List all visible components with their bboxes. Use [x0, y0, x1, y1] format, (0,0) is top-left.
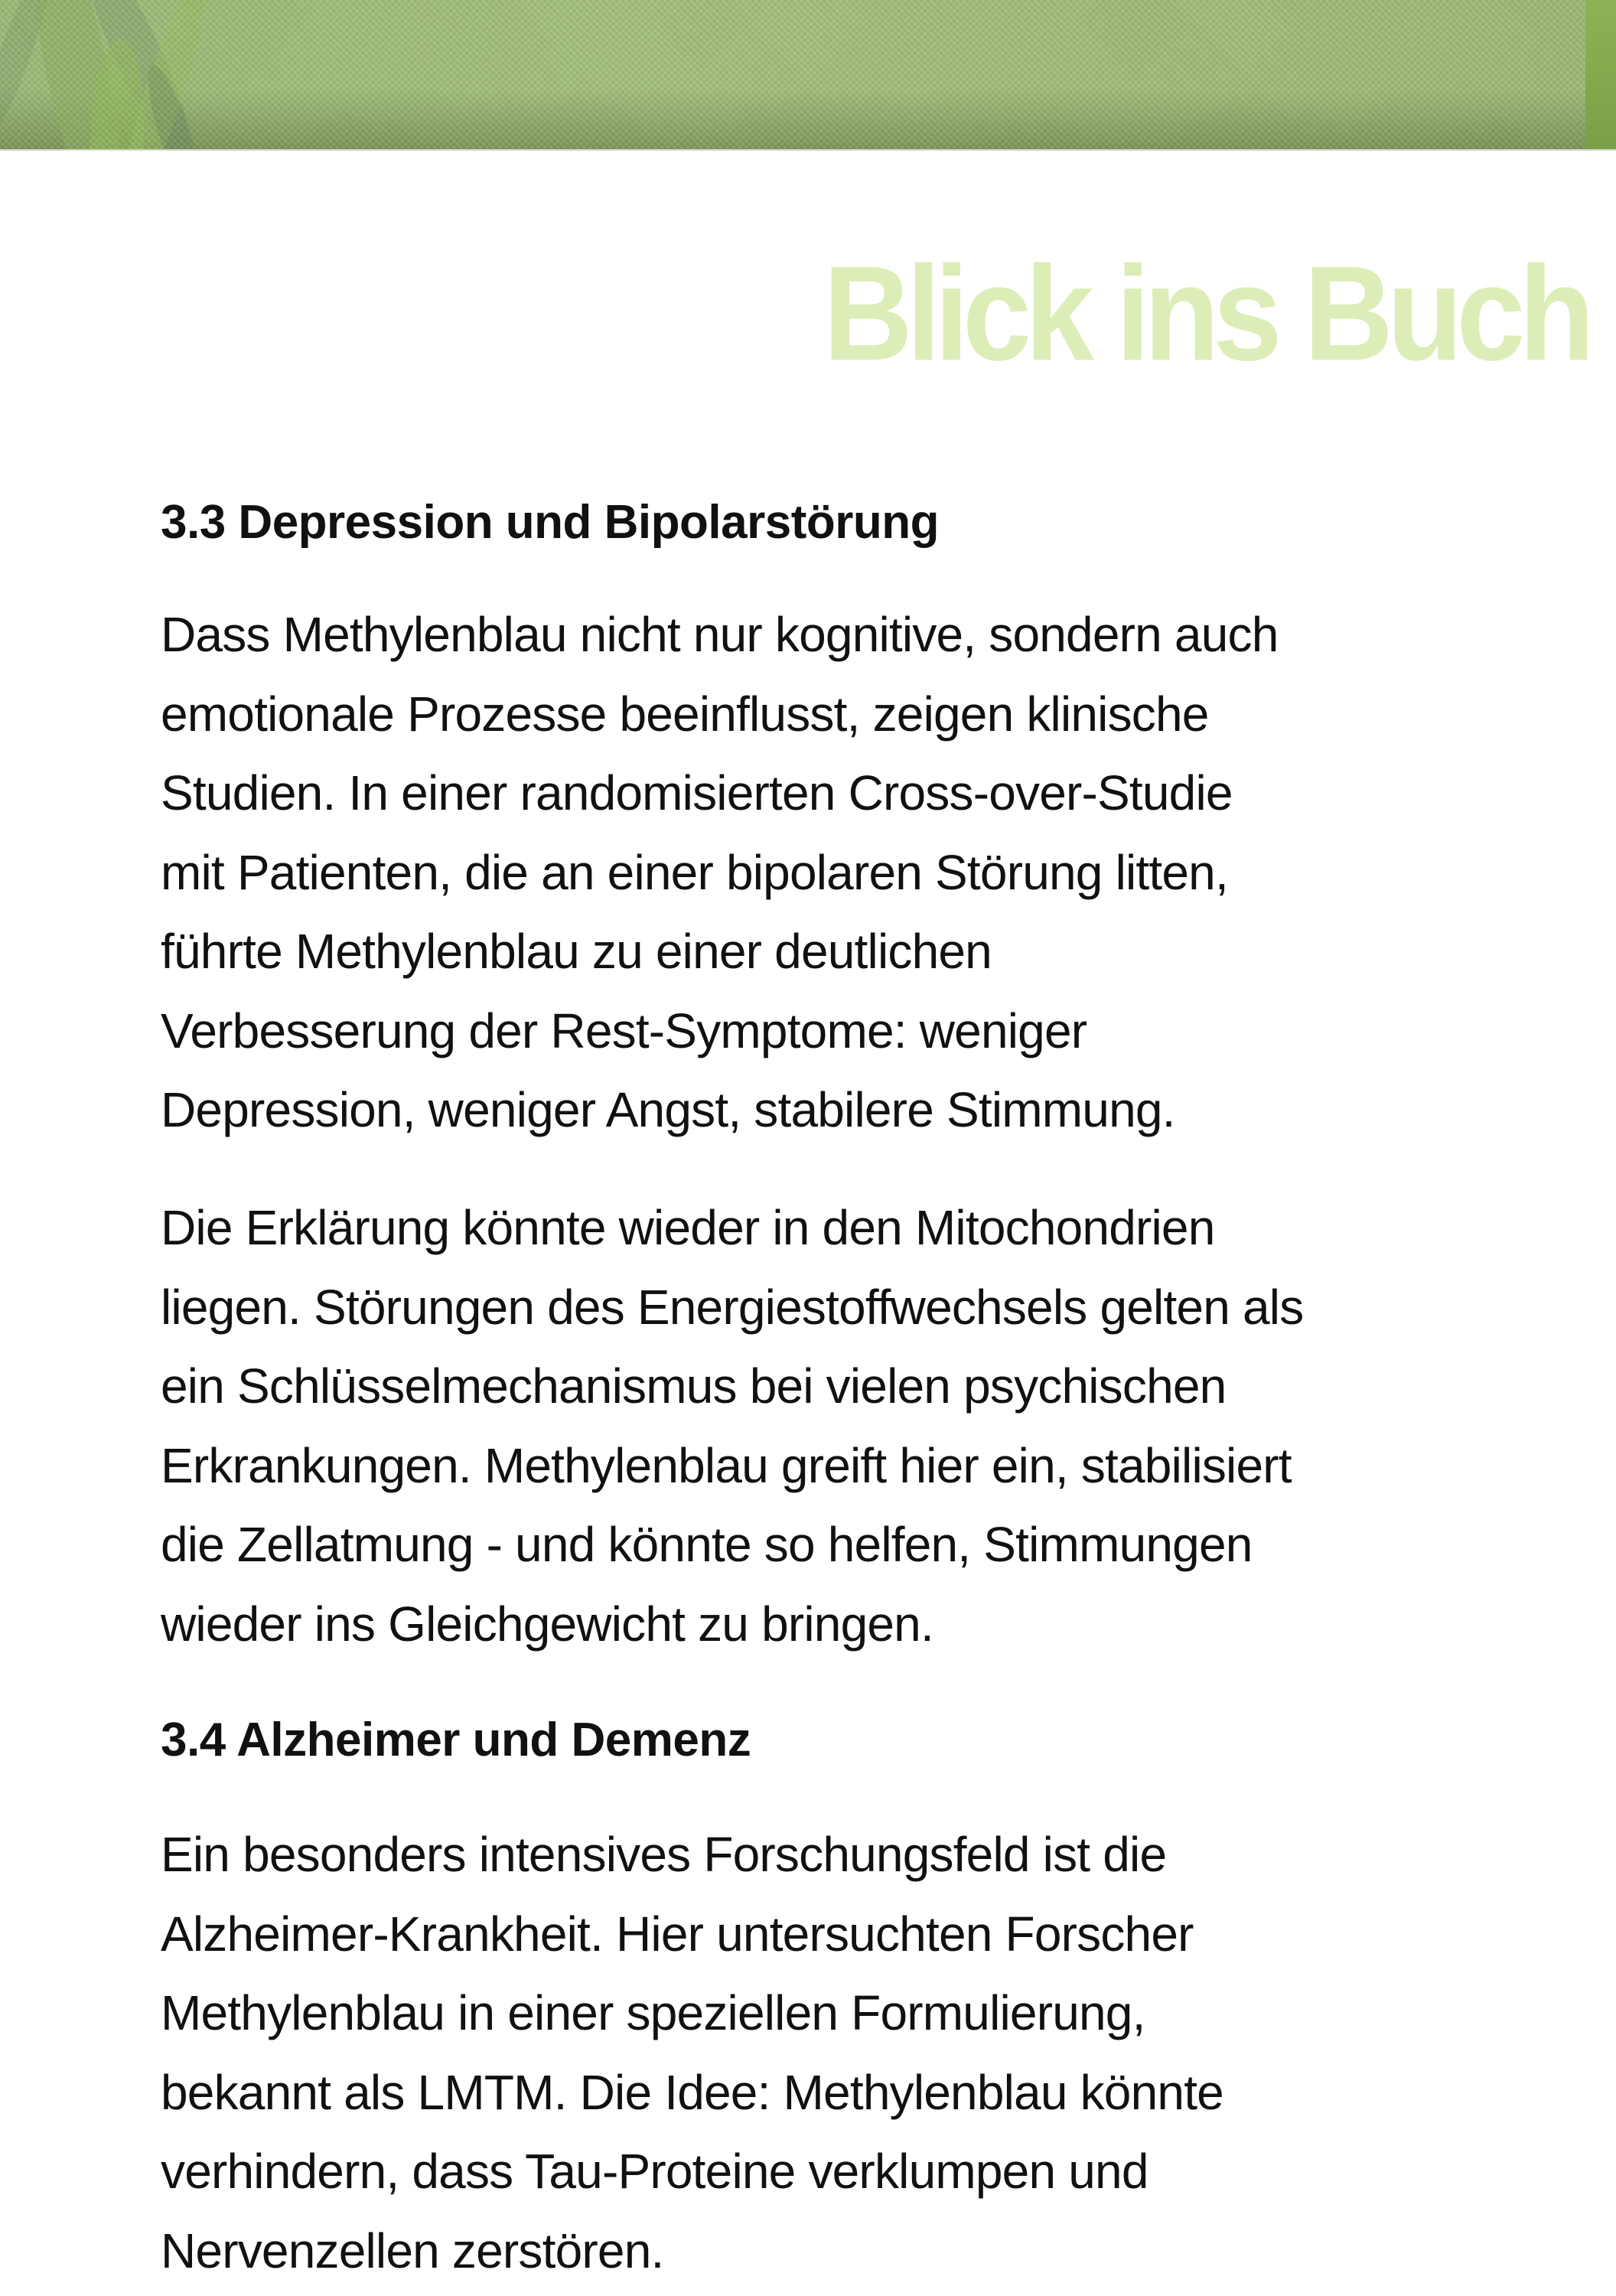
text-line: Depression, weniger Angst, stabilere Stimmung. [161, 1082, 1175, 1137]
text-line: Methylenblau in einer speziellen Formulierung, [161, 1985, 1145, 2040]
text-line: bekannt als LMTM. Die Idee: Methylenblau könnte [161, 2064, 1223, 2120]
paragraph-depression-1 [161, 595, 1477, 1150]
text-line: Verbesserung der Rest-Symptome: weniger [161, 1003, 1087, 1058]
text-line: Studien. In einer randomisierten Cross-over-Studie [161, 765, 1233, 820]
text-line: Dass Methylenblau nicht nur kognitive, sondern auch [161, 607, 1279, 662]
text-line: liegen. Störungen des Energiestoffwechsels gelten als [161, 1279, 1304, 1335]
paragraph-depression-2 [161, 1189, 1477, 1664]
banner-edge-strip [1585, 0, 1616, 149]
header-banner [0, 0, 1616, 151]
text-line: ein Schlüsselmechanismus bei vielen psychischen [161, 1358, 1227, 1414]
banner-texture [0, 0, 1616, 149]
text-line: wieder ins Gleichgewicht zu bringen. [161, 1596, 933, 1652]
paragraph-alzheimer-1 [161, 1815, 1477, 2291]
text-line: Ein besonders intensives Forschungsfeld ist die [161, 1827, 1167, 1882]
text-line: Nervenzellen zerstören. [161, 2223, 664, 2278]
section-heading-depression: 3.3 Depression und Bipolarstörung [161, 496, 939, 549]
section-heading-alzheimer: 3.4 Alzheimer und Demenz [161, 1714, 751, 1766]
text-line: die Zellatmung - und könnte so helfen, Stimmungen [161, 1517, 1253, 1572]
text-line: emotionale Prozesse beeinflusst, zeigen klinische [161, 686, 1209, 742]
text-line: Die Erklärung könnte wieder in den Mitochondrien [161, 1200, 1215, 1255]
page-title: Blick ins Buch [823, 239, 1588, 389]
text-line: Alzheimer-Krankheit. Hier untersuchten Forscher [161, 1906, 1194, 1962]
text-line: verhindern, dass Tau-Proteine verklumpen und [161, 2144, 1148, 2199]
text-line: führte Methylenblau zu einer deutlichen [161, 924, 992, 979]
text-line: Erkrankungen. Methylenblau greift hier ein, stabilisiert [161, 1437, 1292, 1493]
text-line: mit Patienten, die an einer bipolaren Störung litten, [161, 844, 1228, 900]
